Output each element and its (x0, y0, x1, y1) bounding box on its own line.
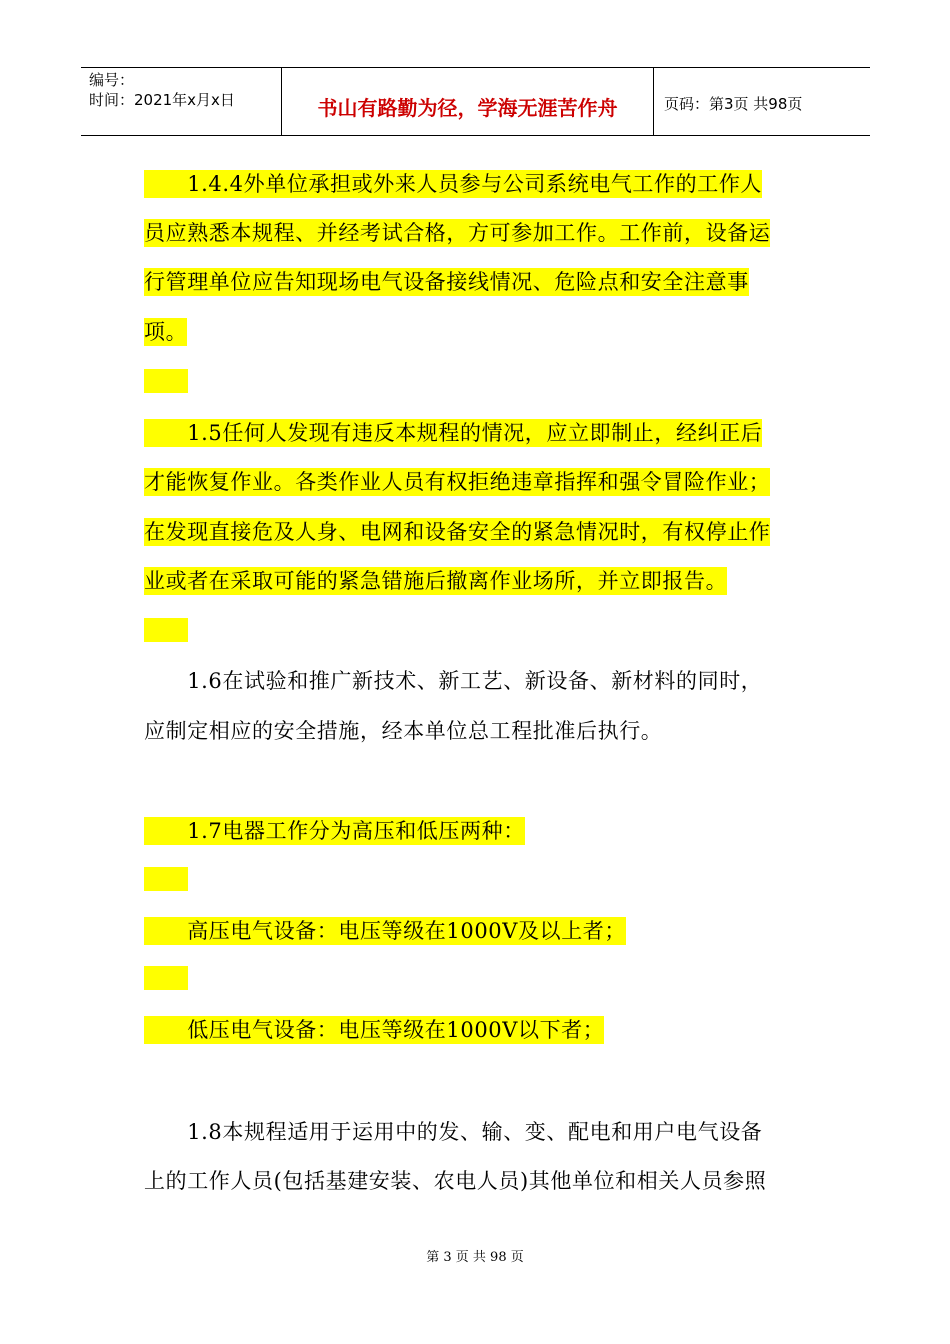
highlight-blank-line (144, 369, 188, 393)
document-time-label: 时间：2021年x月x日 (89, 91, 235, 109)
paragraph-1-7-line: 1.7电器工作分为高压和低压两种： (144, 819, 525, 843)
paragraph-1-4-4-line: 员应熟悉本规程、并经考试合格，方可参加工作。工作前，设备运 (144, 221, 771, 245)
highlight-blank-line (144, 867, 188, 891)
paragraph-1-5-line: 业或者在采取可能的紧急错施后撤离作业场所，并立即报告。 (144, 569, 728, 593)
header-left-cell (81, 68, 281, 135)
paragraph-1-5-line: 才能恢复作业。各类作业人员有权拒绝违章指挥和强令冒险作业； (144, 470, 771, 494)
paragraph-1-8-line: 1.8本规程适用于运用中的发、输、变、配电和用户电气设备 (144, 1120, 763, 1144)
header-page-cell (654, 68, 870, 135)
highlight-blank-line (144, 618, 188, 642)
header-page-info: 页码：第3页 共98页 (664, 95, 803, 113)
paragraph-1-8-line: 上的工作人员(包括基建安装、农电人员)其他单位和相关人员参照 (144, 1169, 767, 1193)
paragraph-1-6-line: 1.6在试验和推广新技术、新工艺、新设备、新材料的同时， (144, 669, 763, 693)
low-voltage-definition: 低压电气设备：电压等级在1000V以下者； (144, 1018, 605, 1042)
paragraph-1-5-line: 1.5任何人发现有违反本规程的情况，应立即制止，经纠正后 (144, 421, 763, 445)
paragraph-1-6-line: 应制定相应的安全措施，经本单位总工程批准后执行。 (144, 719, 663, 743)
paragraph-1-4-4-line: 行管理单位应告知现场电气设备接线情况、危险点和安全注意事 (144, 270, 749, 294)
highlight-blank-line (144, 966, 188, 990)
paragraph-1-5-line: 在发现直接危及人身、电网和设备安全的紧急情况时，有权停止作 (144, 520, 771, 544)
page-footer: 第 3 页 共 98 页 (426, 1250, 524, 1265)
header-motto: 书山有路勤为径，学海无涯苦作舟 (317, 96, 618, 120)
high-voltage-definition: 高压电气设备：电压等级在1000V及以上者； (144, 919, 627, 943)
header-table (81, 67, 870, 136)
document-number-label: 编号： (89, 71, 135, 89)
paragraph-1-4-4-line: 1.4.4外单位承担或外来人员参与公司系统电气工作的工作人 (144, 172, 763, 196)
header-motto-cell (281, 68, 654, 135)
paragraph-1-4-4-line: 项。 (144, 320, 188, 344)
